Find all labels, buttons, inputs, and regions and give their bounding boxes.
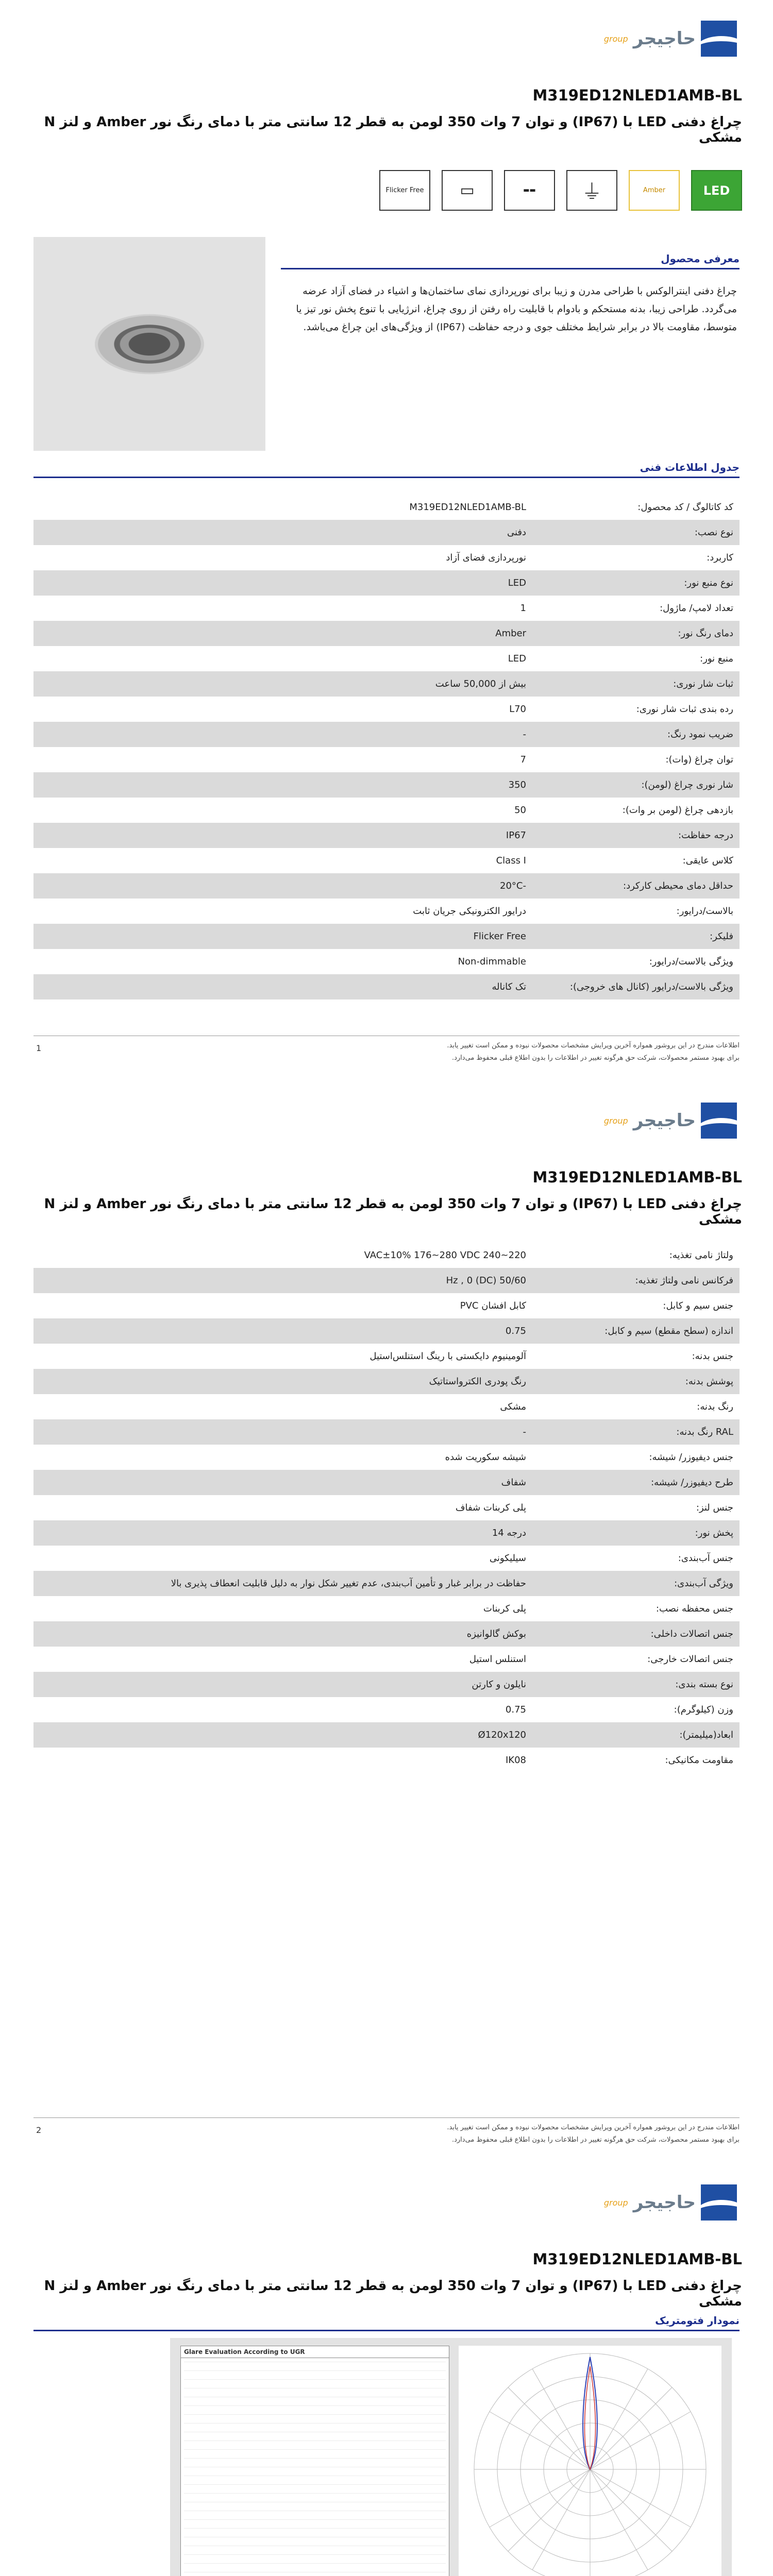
spec-row xyxy=(33,1470,740,1495)
spec-value: L70 xyxy=(509,704,526,715)
spec-value: 0.75 xyxy=(505,1704,526,1715)
spec-key: منبع نور: xyxy=(700,653,733,664)
spec-key: پخش نور: xyxy=(695,1528,733,1538)
spec-value: 7 xyxy=(520,754,526,765)
spec-row xyxy=(33,646,740,671)
spec-key: جنس اتصالات خارجی: xyxy=(647,1654,733,1665)
spec-value: 1 xyxy=(520,603,526,614)
spec-value: بوکش گالوانیزه xyxy=(466,1629,526,1639)
fixture-icon: ▭ xyxy=(442,170,493,211)
spec-table-2 xyxy=(33,1243,740,1773)
spec-row xyxy=(33,1596,740,1621)
spec-value: رنگ پودری الکترواستاتیک xyxy=(429,1376,526,1387)
intro-heading: معرفی محصول xyxy=(281,252,740,269)
spec-row xyxy=(33,1369,740,1394)
spec-value: شیشه سکوریت شده xyxy=(445,1452,526,1463)
spec-value: 50/60 Hz , 0 (DC) xyxy=(446,1275,526,1286)
spec-row xyxy=(33,848,740,873)
polar-svg xyxy=(459,2346,721,2576)
spec-row xyxy=(33,1571,740,1596)
page-3 xyxy=(0,2164,773,2576)
spec-key: شار نوری چراغ (لومن): xyxy=(641,779,733,790)
glare-table xyxy=(180,2346,449,2576)
spec-key: رنگ بدنه: xyxy=(697,1401,733,1412)
spec-value: LED xyxy=(508,578,526,588)
spec-key: حداقل دمای محیطی کارکرد: xyxy=(623,880,733,891)
spec-value: درایور الکترونیکی جریان ثابت xyxy=(413,906,526,917)
spec-value: نایلون و کارتن xyxy=(472,1679,526,1690)
spec-row xyxy=(33,722,740,747)
brand-mark-icon xyxy=(701,21,737,57)
brand-sub: group xyxy=(603,33,628,44)
spec-row xyxy=(33,1318,740,1344)
spec-table-1 xyxy=(33,495,740,999)
product-title: چراغ دفنی LED با (IP67) و توان 7 وات 350 لومن به قطر 12 سانتی متر با دمای رنگ نور Amber و لنز N مشکی xyxy=(44,2278,742,2309)
brand-logo xyxy=(604,21,737,57)
spec-row xyxy=(33,1672,740,1697)
spec-key: طرح دیفیوزر/ شیشه: xyxy=(651,1477,733,1488)
spec-key: فلیکر: xyxy=(710,931,733,942)
spec-value: درجه 14 xyxy=(492,1528,526,1538)
spec-key: کلاس عایقی: xyxy=(682,855,733,866)
spec-row xyxy=(33,899,740,924)
brand-word: حاجیجر xyxy=(633,2192,696,2213)
product-image xyxy=(33,237,265,451)
brand-logo xyxy=(604,2184,737,2221)
brand-mark-icon xyxy=(701,1103,737,1139)
brand-mark-icon xyxy=(701,2184,737,2221)
spec-row xyxy=(33,697,740,722)
spec-row xyxy=(33,1748,740,1773)
spec-key: ثبات شار نوری: xyxy=(673,679,733,689)
polar-diagram xyxy=(459,2346,721,2576)
glare-title: Glare Evaluation According to UGR xyxy=(181,2346,449,2358)
spec-value: سیلیکونی xyxy=(489,1553,526,1564)
spec-value: Flicker Free xyxy=(473,931,526,942)
spec-value: Ø120x120 xyxy=(478,1730,526,1740)
spec-key: پوشش بدنه: xyxy=(685,1376,733,1387)
flicker-free-icon: Flicker Free xyxy=(379,170,430,211)
spec-value: Amber xyxy=(495,628,526,639)
spec-key: کاربرد: xyxy=(707,552,733,563)
footer-line1: اطلاعات مندرج در این بروشور همواره آخرین ویرایش مشخصات محصولات نبوده و ممکن است تغییر یابد. xyxy=(447,1042,740,1049)
intro-text: چراغ دفنی اینترالوکس با طراحی مدرن و زیبا برای نورپردازی نمای ساختمان‌ها و اشیاء در فضای آزاد عرضه می‌گردد. طراحی زیبا، بدنه مستحکم و بادوام با قابلیت راه رفتن از روی چراغ، انرژیایی با تنوع پخش نور تیز یا متوسط، مقاومت بالا در برابر شرایط مختلف جوی و درجه حفاظت (IP67) از ویژگی‌های این چراغ می‌باشد. xyxy=(296,285,737,333)
spec-key: ابعاد(میلیمتر): xyxy=(679,1730,733,1740)
spec-row xyxy=(33,1697,740,1722)
spec-row xyxy=(33,747,740,772)
footer-text xyxy=(33,2122,740,2146)
spec-value: -20°C xyxy=(500,880,526,891)
spec-row xyxy=(33,823,740,848)
brand-sub: group xyxy=(603,1115,628,1126)
spec-key: تعداد لامپ/ ماژول: xyxy=(660,603,733,614)
spec-key: نوع منبع نور: xyxy=(684,578,733,588)
footer-line1: اطلاعات مندرج در این بروشور همواره آخرین ویرایش مشخصات محصولات نبوده و ممکن است تغییر یابد. xyxy=(447,2124,740,2131)
spec-key: رده بندی ثبات شار نوری: xyxy=(636,704,733,715)
page-number: 2 xyxy=(36,2125,42,2135)
spec-row xyxy=(33,924,740,949)
spec-row xyxy=(33,1268,740,1293)
product-code: M319ED12NLED1AMB-BL xyxy=(532,87,742,104)
spec-row xyxy=(33,1394,740,1419)
brand-logo xyxy=(604,1103,737,1139)
spec-key: درجه حفاظت: xyxy=(678,830,733,841)
spec-key: ویژگی آب‌بندی: xyxy=(674,1578,733,1589)
spec-key: ویژگی بالاست/درایور: xyxy=(649,956,733,967)
spec-key: ویژگی بالاست/درایور (کانال های خروجی): xyxy=(569,981,733,992)
spec-row xyxy=(33,570,740,596)
spec-key: اندازه (سطح مقطع) سیم و کابل: xyxy=(604,1326,733,1336)
spec-value: LED xyxy=(508,653,526,664)
spec-key: جنس دیفیوزر/ شیشه: xyxy=(649,1452,733,1463)
product-code: M319ED12NLED1AMB-BL xyxy=(532,1168,742,1186)
brand-word: حاجیجر xyxy=(633,1110,696,1131)
ground-icon: ⏚ xyxy=(566,170,617,211)
page-1 xyxy=(0,0,773,1082)
spec-value: استنلس استیل xyxy=(469,1654,526,1665)
spec-row xyxy=(33,1445,740,1470)
product-title: چراغ دفنی LED با (IP67) و توان 7 وات 350 لومن به قطر 12 سانتی متر با دمای رنگ نور Amber و لنز N مشکی xyxy=(44,1196,742,1227)
spec-value: پلی کربنات شفاف xyxy=(455,1502,526,1513)
spec-value: IP67 xyxy=(506,830,526,841)
brand-sub: group xyxy=(603,2197,628,2208)
spec-row xyxy=(33,1722,740,1748)
brand-word: حاجیجر xyxy=(633,28,696,49)
spec-row xyxy=(33,1621,740,1647)
spec-key: فرکانس نامی ولتاژ تغذیه: xyxy=(635,1275,733,1286)
spec-value: پلی کربنات xyxy=(483,1603,526,1614)
spec-key: ولتاژ نامی تغذیه: xyxy=(669,1250,733,1261)
spec-value: Class I xyxy=(496,855,526,866)
spec-row xyxy=(33,798,740,823)
spec-row xyxy=(33,1419,740,1445)
led-icon: LED xyxy=(691,170,742,211)
product-title: چراغ دفنی LED با (IP67) و توان 7 وات 350 لومن به قطر 12 سانتی متر با دمای رنگ نور Amber و لنز N مشکی xyxy=(44,114,742,145)
table-heading: جدول اطلاعات فنی xyxy=(33,461,740,478)
footer-line2: برای بهبود مستمر محصولات، شرکت حق هرگونه تغییر در اطلاعات را بدون اطلاع قبلی محفوظ می‌دارد. xyxy=(451,2136,740,2144)
spec-value: 0.75 xyxy=(505,1326,526,1336)
spec-value: - xyxy=(523,729,526,740)
page-2 xyxy=(0,1082,773,2164)
spec-value: IK08 xyxy=(505,1755,526,1766)
spec-row xyxy=(33,1546,740,1571)
spec-value: M319ED12NLED1AMB-BL xyxy=(409,502,526,513)
spec-value: 220~240 VAC±10% 176~280 VDC xyxy=(364,1250,526,1261)
footer-line xyxy=(33,2117,740,2118)
dimmer-icon: ▬▬ xyxy=(504,170,555,211)
spec-key: جنس اتصالات داخلی: xyxy=(650,1629,733,1639)
amber-icon: Amber xyxy=(629,170,680,211)
spec-row xyxy=(33,495,740,520)
spec-row xyxy=(33,621,740,646)
spec-row xyxy=(33,596,740,621)
spec-value: - xyxy=(523,1427,526,1437)
footer-text xyxy=(33,1040,740,1064)
spec-row xyxy=(33,1293,740,1318)
spec-value: حفاظت در برابر غبار و تأمین آب‌بندی، عدم تغییر شکل نوار به دلیل قابلیت انعطاف پذیری بالا xyxy=(171,1578,526,1589)
spec-key: دمای رنگ نور: xyxy=(678,628,733,639)
spec-row xyxy=(33,1495,740,1520)
spec-row xyxy=(33,873,740,899)
spec-key: RAL رنگ بدنه: xyxy=(676,1427,733,1437)
spec-value: آلومینیوم دایکستی با رینگ استنلس‌استیل xyxy=(369,1351,526,1362)
page-number: 1 xyxy=(36,1043,42,1053)
spec-value: Non-dimmable xyxy=(458,956,526,967)
spec-value: بیش از 50,000 ساعت xyxy=(435,679,526,689)
spec-row xyxy=(33,520,740,545)
spec-key: نوع نصب: xyxy=(694,527,733,538)
spec-key: جنس سیم و کابل: xyxy=(663,1300,733,1311)
product-code: M319ED12NLED1AMB-BL xyxy=(532,2250,742,2268)
spec-key: جنس آب‌بندی: xyxy=(678,1553,733,1564)
spec-value: تک کاناله xyxy=(492,981,526,992)
spec-row xyxy=(33,1647,740,1672)
spec-row xyxy=(33,1344,740,1369)
spec-value: کابل افشان PVC xyxy=(460,1300,526,1311)
photometric-heading: نمودار فتومتریک xyxy=(33,2314,740,2331)
spec-key: مقاومت مکانیکی: xyxy=(665,1755,733,1766)
spec-value: 350 xyxy=(508,779,526,790)
spec-key: کد کاتالوگ / کد محصول: xyxy=(637,502,733,513)
spec-value: نورپردازی فضای آزاد xyxy=(446,552,526,563)
spec-row xyxy=(33,671,740,697)
spec-key: بالاست/درایور: xyxy=(676,906,733,917)
spec-key: جنس محفظه نصب: xyxy=(656,1603,733,1614)
glare-grid xyxy=(184,2362,446,2576)
photometric-panel xyxy=(170,2338,732,2576)
spec-key: توان چراغ (وات): xyxy=(665,754,733,765)
spec-row xyxy=(33,772,740,798)
spec-key: نوع بسته بندی: xyxy=(675,1679,733,1690)
spec-row xyxy=(33,974,740,999)
spec-key: بازدهی چراغ (لومن بر وات): xyxy=(622,805,733,816)
spec-row xyxy=(33,1243,740,1268)
spec-key: جنس لنز: xyxy=(696,1502,733,1513)
spec-row xyxy=(33,545,740,570)
feature-icons xyxy=(379,170,742,211)
spec-value: 50 xyxy=(514,805,526,816)
footer-line2: برای بهبود مستمر محصولات، شرکت حق هرگونه تغییر در اطلاعات را بدون اطلاع قبلی محفوظ می‌دارد. xyxy=(451,1054,740,1062)
spec-value: دفنی xyxy=(507,527,526,538)
spec-row xyxy=(33,1520,740,1546)
spec-value: شفاف xyxy=(501,1477,526,1488)
lamp-image xyxy=(98,316,201,372)
spec-row xyxy=(33,949,740,974)
spec-key: جنس بدنه: xyxy=(692,1351,733,1362)
spec-key: ضریب نمود رنگ: xyxy=(667,729,733,740)
spec-value: مشکی xyxy=(500,1401,526,1412)
spec-key: وزن (کیلوگرم): xyxy=(674,1704,733,1715)
